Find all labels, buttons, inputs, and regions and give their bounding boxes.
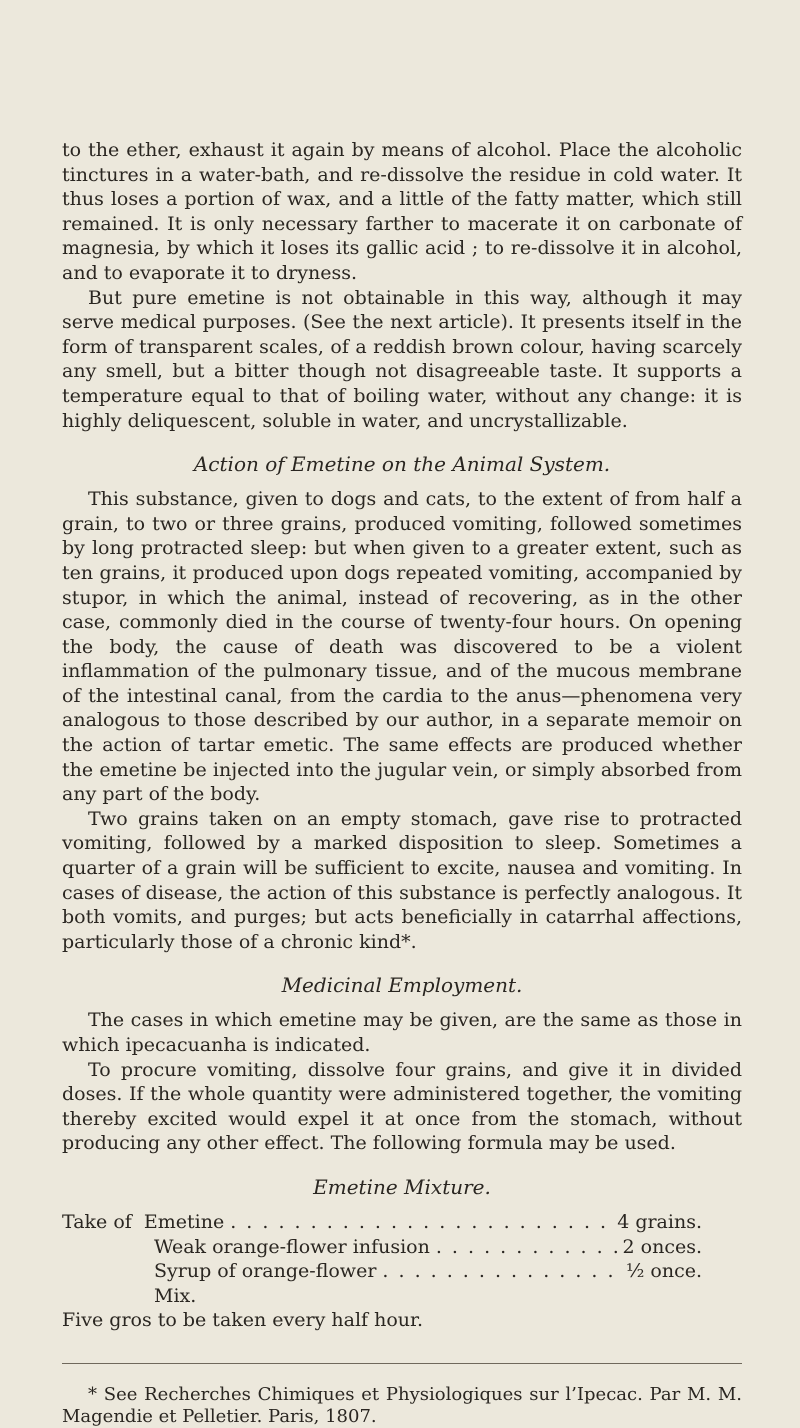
recipe-ingredient: Weak orange-flower infusion [154, 1235, 430, 1258]
section-title-mixture: Emetine Mixture. [313, 1174, 491, 1199]
recipe-prefix: Take of [62, 1210, 132, 1233]
recipe-amount: 2 onces. [622, 1235, 702, 1258]
paragraph-intro-2: But pure emetine is not obtainable in this way, although it may serve medical purposes. (See the next article). It presents itself in the form of transparent scales, of a reddish brown colour, having scarcely any smell, but a bitter though not disagreeable taste. It supports a temperature equal to that of boiling water, without any change: it is highly deliquescent, soluble in water, and uncrystallizable. [62, 286, 742, 432]
recipe-mix-label: Mix. [154, 1284, 197, 1307]
page-body [62, 138, 742, 1428]
paragraph-action-1: This substance, given to dogs and cats, to the extent of from half a grain, to two or three grains, produced vomiting, followed sometimes by long protracted sleep: but when given to a greater extent, such as ten grains, it produced upon dogs repeated vomiting, accompanied by stupor, in which the animal, instead of recovering, as in the other case, commonly died in the course of twenty-four hours. On opening the body, the cause of death was discovered to be a violent inflammation of the pulmonary tissue, and of the mucous membrane of the intestinal canal, from the cardia to the anus—phenomena very analogous to those described by our author, in a separate memoir on the action of tartar emetic. The same effects are produced whether the emetine be injected into the jugular vein, or simply absorbed from any part of the body. [62, 488, 742, 806]
leader-dots [382, 1259, 620, 1284]
footnote: * See Recherches Chimiques et Physiologiques sur l’Ipecac. Par M. M. Magendie et Pelletier. Paris, 1807. [62, 1383, 742, 1427]
recipe-ingredient: Emetine [143, 1210, 225, 1233]
section-title-medicinal: Medicinal Employment. [281, 973, 523, 998]
recipe-dosage: Five gros to be taken every half hour. [62, 1309, 424, 1332]
recipe-row [62, 1259, 702, 1284]
paragraph-action-2: Two grains taken on an empty stomach, gave rise to protracted vomiting, followed by a marked disposition to sleep. Sometimes a quarter of a grain will be sufficient to excite, nausea and vomiting. In cases of disease, the action of this substance is perfectly analogous. It both vomits, and purges; but acts beneficially in catarrhal affections, particularly those of a chronic kind*. [62, 807, 742, 953]
paragraph-medicinal-1: The cases in which emetine may be given, are the same as those in which ipecacuanha is indicated. [62, 1009, 742, 1056]
section-title-action: Action of Emetine on the Animal System. [193, 452, 611, 477]
recipe-ingredient: Syrup of orange-flower [154, 1260, 377, 1283]
recipe-amount: ½ once. [625, 1260, 702, 1283]
paragraph-medicinal-2: To procure vomiting, dissolve four grains, and give it in divided doses. If the whole quantity were administered together, the vomiting thereby excited would expel it at once from the stomach, without producing any other effect. The following formula may be used. [62, 1058, 742, 1155]
recipe-list [62, 1210, 742, 1333]
leader-dots [436, 1235, 617, 1260]
footnote-divider [62, 1363, 742, 1364]
leader-dots [230, 1210, 611, 1235]
paragraph-intro-1: to the ether, exhaust it again by means of alcohol. Place the alcoholic tinctures in a water-bath, and re-dissolve the residue in cold water. It thus loses a portion of wax, and a little of the fatty matter, which still remained. It is only necessary farther to macerate it on carbonate of magnesia, by which it loses its gallic acid ; to re-dissolve it in alcohol, and to evaporate it to dryness. [62, 139, 742, 284]
recipe-amount: 4 grains. [617, 1210, 702, 1233]
recipe-row [62, 1210, 702, 1235]
recipe-row [62, 1235, 702, 1260]
